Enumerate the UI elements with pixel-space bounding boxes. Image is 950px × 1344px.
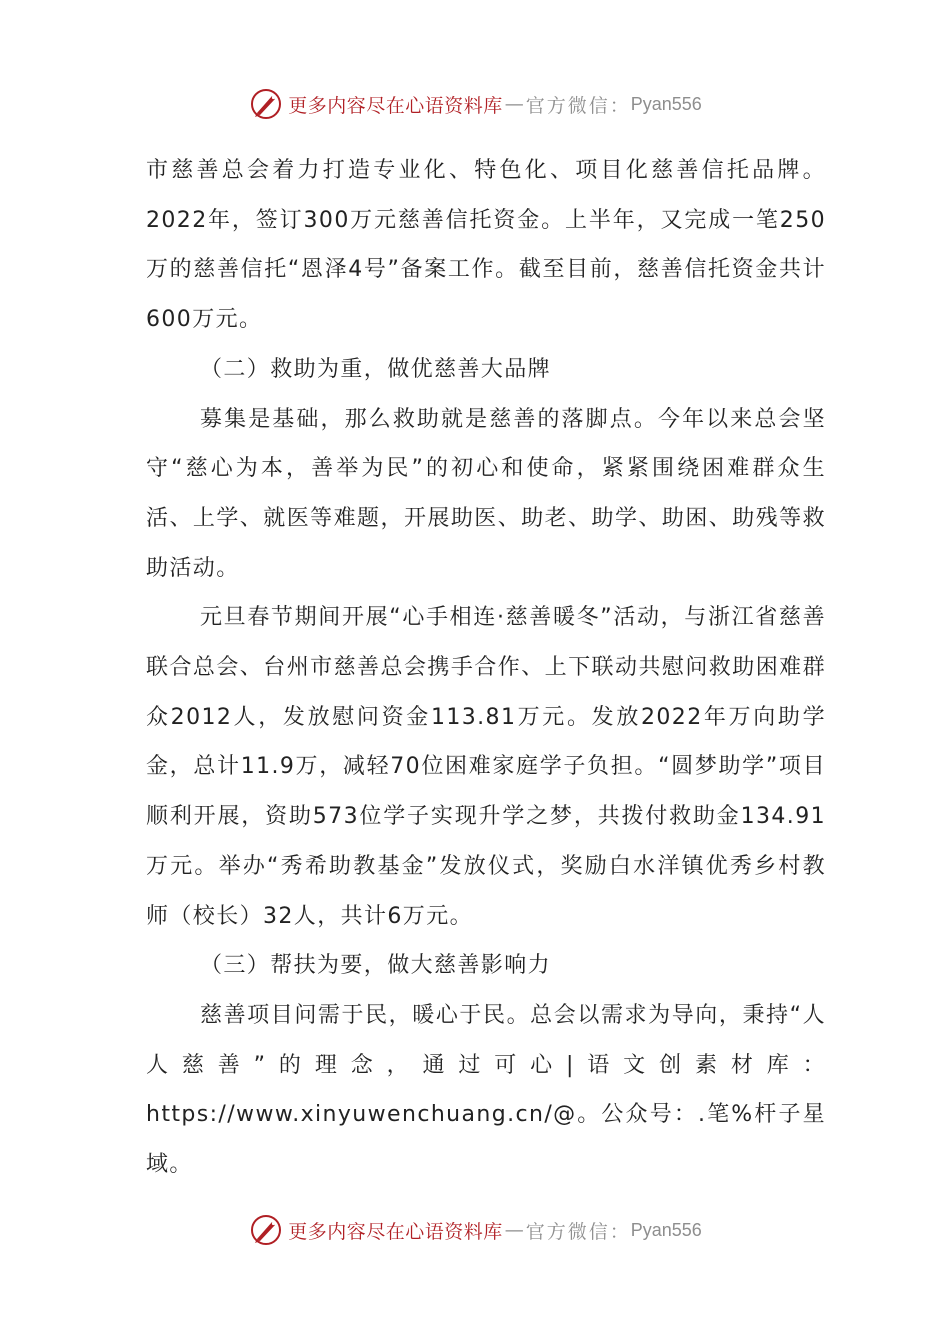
banner-title: 更多内容尽在心语资料库 xyxy=(288,94,503,117)
paragraph-relief-details: 元旦春节期间开展“心手相连·慈善暖冬”活动，与浙江省慈善联合总会、台州市慈善总会携手合作、上下联动共慰问救助困难群众2012人，发放慰问资金113.81万元。发放2022年万向助学金，总计11.9万，减轻70位困难家庭学子负担。“圆梦助学”项目顺利开展，资助573位学子实现升学之梦，共拨付救助金134.91万元。举办“秀希助教基金”发放仪式，奖励白水洋镇优秀乡村教师（校长）32人，共计6万元。 xyxy=(146,605,826,929)
banner-wechat-id: Pyan556 xyxy=(630,93,702,114)
banner-wechat-label: 官方微信： xyxy=(525,94,631,117)
section-heading-2: （二）救助为重，做优慈善大品牌 xyxy=(200,356,552,382)
pen-logo-icon xyxy=(248,86,284,122)
paragraph-projects: 慈善项目问需于民，暖心于民。总会以需求为导向，秉持“人人慈善”的理念，通过可心|语文创素材库：https://www.xinyuwenchuang.cn/@。公众号：.笔%杆子星域。 xyxy=(146,1002,826,1178)
banner-wechat-id: Pyan556 xyxy=(630,1219,702,1240)
pen-logo-icon xyxy=(248,1212,284,1248)
banner-dash: — xyxy=(504,93,524,115)
banner-wechat-label: 官方微信： xyxy=(525,1220,631,1243)
header-banner xyxy=(0,84,950,124)
section-heading-3: （三）帮扶为要，做大慈善影响力 xyxy=(200,953,552,979)
document-body xyxy=(146,146,826,1190)
banner-title: 更多内容尽在心语资料库 xyxy=(288,1220,503,1243)
paragraph-trust: 市慈善总会着力打造专业化、特色化、项目化慈善信托品牌。2022年，签订300万元慈善信托资金。上半年，又完成一笔250万的慈善信托“恩泽4号”备案工作。截至目前，慈善信托资金共计600万元。 xyxy=(146,158,826,333)
paragraph-relief-intro: 募集是基础，那么救助就是慈善的落脚点。今年以来总会坚守“慈心为本，善举为民”的初心和使命，紧紧围绕困难群众生活、上学、就医等难题，开展助医、助老、助学、助困、助残等救助活动。 xyxy=(146,406,826,581)
footer-banner xyxy=(0,1210,950,1250)
banner-dash: — xyxy=(504,1219,524,1241)
